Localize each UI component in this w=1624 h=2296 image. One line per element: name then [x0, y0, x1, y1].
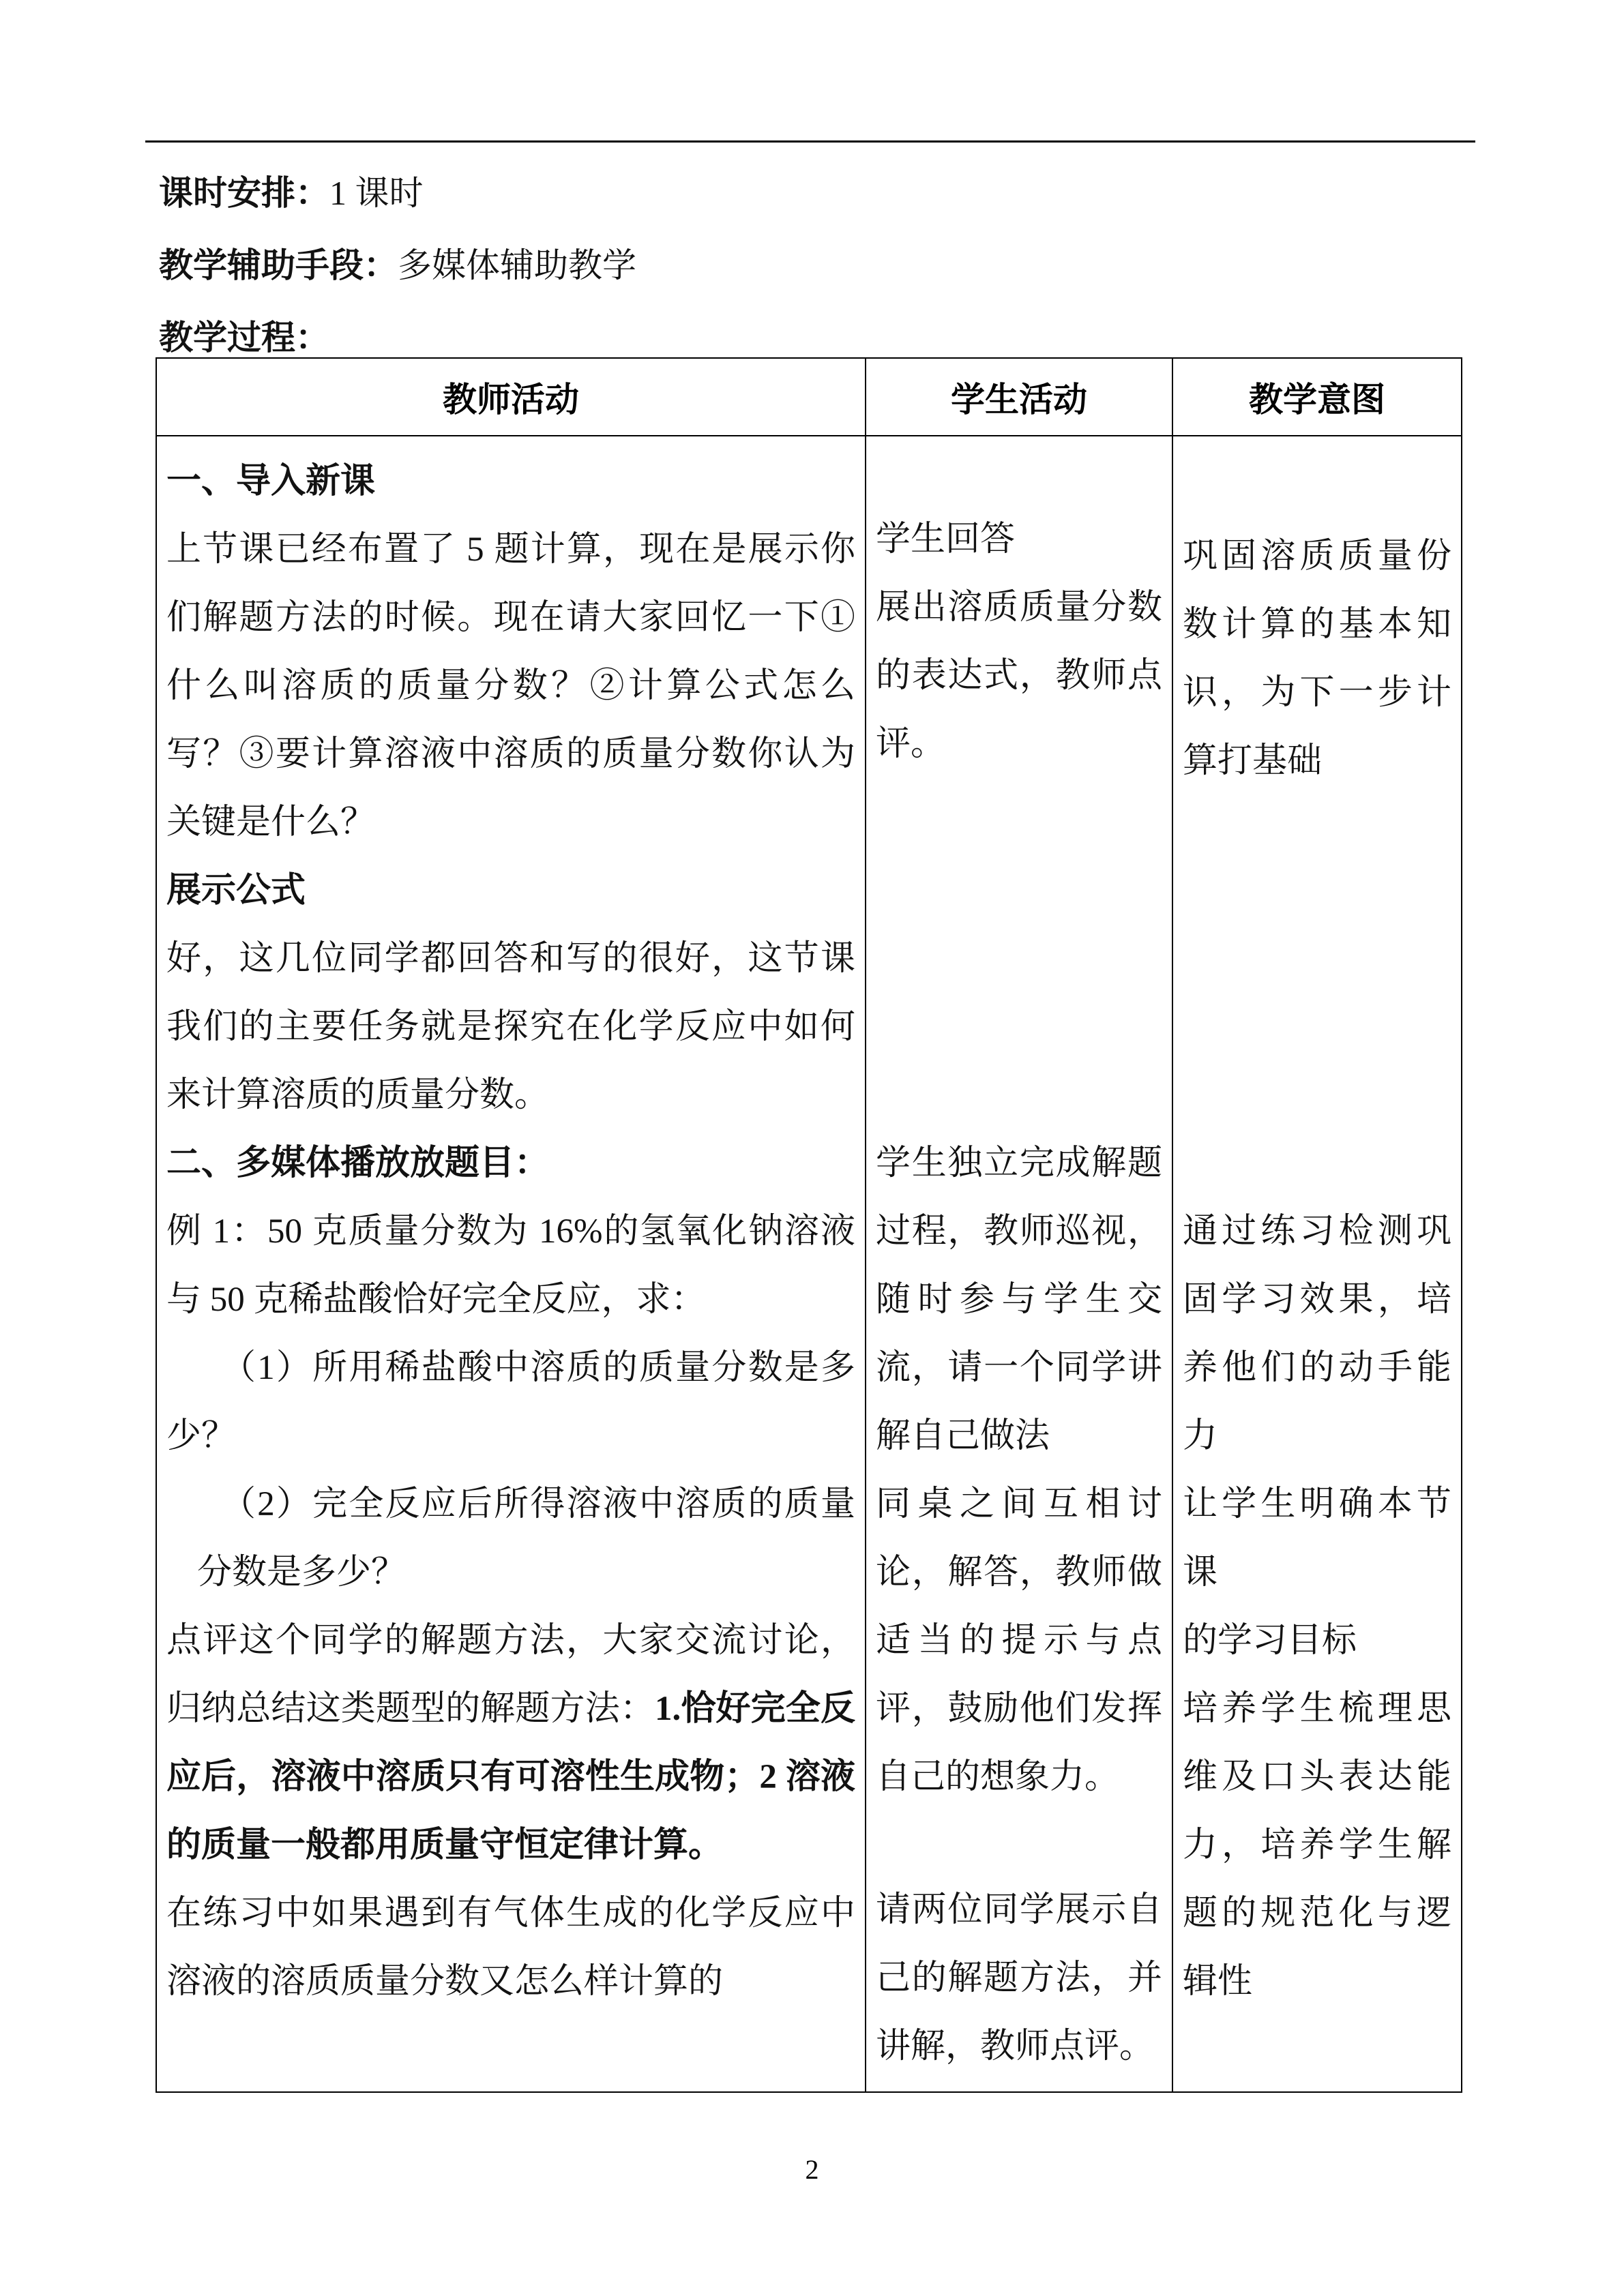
- paragraph: [159, 157, 1489, 229]
- paragraph: [1183, 1197, 1451, 1470]
- body-row: [156, 436, 1462, 2092]
- paragraph: [1183, 522, 1451, 795]
- text-run: 培养学生梳理思维及口头表达能力，培养学生解题的规范化与逻辑性: [1183, 1690, 1451, 2001]
- paragraph: [159, 229, 1489, 301]
- bold-text-run: 一、导入新课: [166, 462, 376, 501]
- text-run: 学生独立完成解题过程，教师巡视，随时参与学生交流，请一个同学讲解自己做法: [876, 1144, 1162, 1455]
- paragraph: [166, 1129, 855, 1197]
- lesson-plan-table: [156, 357, 1462, 2093]
- paragraph: [166, 447, 855, 516]
- bold-text-run: 课时安排：: [159, 174, 329, 212]
- paragraph: [1183, 1470, 1451, 1607]
- paragraph: [166, 856, 855, 925]
- lesson-meta-section: [159, 157, 1489, 374]
- paragraph: [166, 1470, 855, 1607]
- paragraph: [876, 1876, 1162, 2081]
- bold-text-run: 展示公式: [166, 871, 306, 910]
- bold-text-run: 二、多媒体播放放题目：: [166, 1144, 550, 1182]
- text-run: 展出溶质质量分数的表达式，教师点评。: [876, 588, 1162, 763]
- bold-text-run: 教学辅助手段：: [159, 246, 398, 284]
- lesson-table-header: [156, 358, 1462, 436]
- paragraph: [166, 1334, 855, 1470]
- bold-text-run: 教学过程：: [159, 318, 329, 357]
- paragraph: [876, 573, 1162, 778]
- text-run: 通过练习检测巩固学习效果，培养他们的动手能力: [1183, 1212, 1451, 1455]
- text-run: 例 1：50 克质量分数为 16%的氢氧化钠溶液与 50 克稀盐酸恰好完全反应，求：: [166, 1212, 855, 1319]
- text-run: （2）完全反应后所得溶液中溶质的质量分数是多少？: [197, 1485, 855, 1592]
- paragraph: [876, 1470, 1162, 1811]
- bold-text-run: 1.恰好完全反应后，溶液中溶质只有可溶性生成物；2 溶液的质量一般都用质量守恒定律计算。: [166, 1690, 855, 1864]
- paragraph: [166, 925, 855, 1129]
- teaching-intent-cell: [1172, 436, 1462, 2092]
- text-run: 的学习目标: [1183, 1622, 1357, 1660]
- text-run: 巩固溶质质量份数计算的基本知识，为下一步计算打基础: [1183, 537, 1451, 780]
- header-rule: [145, 140, 1475, 143]
- paragraph: [166, 1607, 855, 1879]
- paragraph: [166, 1879, 855, 2016]
- text-run: 让学生明确本节课: [1183, 1485, 1451, 1592]
- paragraph: [1183, 1607, 1451, 1675]
- text-run: 上节课已经布置了 5 题计算，现在是展示你们解题方法的时候。现在请大家回忆一下①什么叫溶质的质量分数？②计算公式怎么写？③要计算溶液中溶质的质量分数你认为关键是什么？: [166, 531, 855, 841]
- text-run: 同桌之间互相讨论，解答，教师做适当的提示与点评，鼓励他们发挥自己的想象力。: [876, 1485, 1162, 1796]
- paragraph: [876, 505, 1162, 573]
- teacher-activity-cell: [156, 436, 866, 2092]
- lesson-table-body: [156, 436, 1462, 2092]
- text-run: 多媒体辅助教学: [398, 246, 636, 284]
- paragraph: [166, 1197, 855, 1334]
- student-activity-cell: [866, 436, 1172, 2092]
- column-header-teacher-activity: 教师活动: [156, 358, 866, 436]
- column-header-teaching-intent: 教学意图: [1172, 358, 1462, 436]
- text-run: （1）所用稀盐酸中溶质的质量分数是多少？: [166, 1349, 855, 1455]
- paragraph: [876, 1129, 1162, 1470]
- paragraph: [1183, 1675, 1451, 2016]
- text-run: 请两位同学展示自己的解题方法，并讲解，教师点评。: [876, 1891, 1162, 2066]
- column-header-student-activity: 学生活动: [866, 358, 1172, 436]
- text-run: 好，这几位同学都回答和写的很好，这节课我们的主要任务就是探究在化学反应中如何来计算溶质的质量分数。: [166, 940, 855, 1114]
- page-number: 2: [805, 2154, 819, 2185]
- text-run: 学生回答: [876, 520, 1016, 558]
- text-run: 在练习中如果遇到有气体生成的化学反应中溶液的溶质质量分数又怎么样计算的: [166, 1894, 855, 2001]
- text-run: 点评这个同学的解题方法，大家交流讨论，归纳总结这类题型的解题方法：: [166, 1622, 855, 1728]
- text-run: 1 课时: [329, 174, 424, 212]
- header-row: [156, 358, 1462, 436]
- paragraph: [166, 516, 855, 856]
